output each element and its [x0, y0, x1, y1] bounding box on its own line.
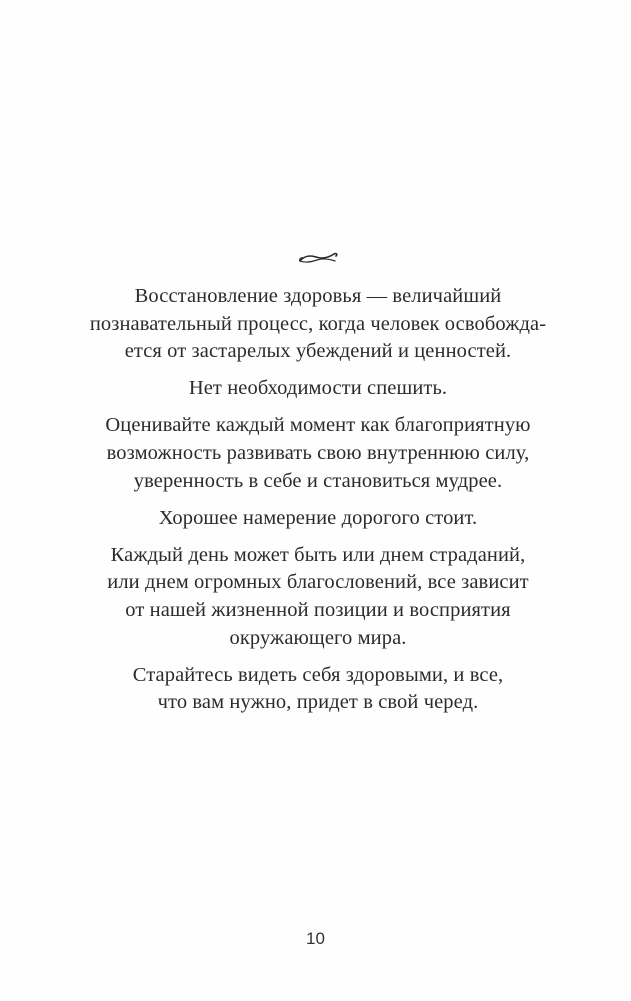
text-line: возможность развивать свою внутреннюю силу, — [106, 441, 530, 464]
text-line: уверенность в себе и становиться мудрее. — [133, 469, 503, 492]
text-line: от нашей жизненной позиции и восприятия — [125, 598, 511, 621]
paragraph-see-yourself-healthy — [60, 662, 576, 717]
paragraph-good-intention — [60, 505, 576, 533]
text-line: ется от застарелых убеждений и ценностей. — [124, 340, 512, 363]
text-line: Старайтесь видеть себя здоровыми, и все, — [132, 663, 504, 686]
paragraph-value-moment — [60, 412, 576, 495]
paragraph-no-hurry — [60, 375, 576, 403]
body-text — [60, 283, 576, 726]
paragraph-health-recovery — [60, 283, 576, 366]
paragraph-every-day — [60, 542, 576, 652]
text-line: Нет необходимости спешить. — [188, 377, 448, 400]
text-line: познавательный процесс, когда человек освобожда- — [89, 312, 547, 335]
page-number: 10 — [306, 929, 325, 948]
swash-ornament-icon — [296, 249, 340, 267]
text-line: или днем огромных благословений, все зависит — [107, 571, 529, 594]
text-line: окружающего мира. — [229, 626, 407, 649]
text-line: Каждый день может быть или днем страданий, — [110, 543, 526, 566]
text-line: что вам нужно, придет в свой черед. — [157, 691, 479, 714]
text-line: Оценивайте каждый момент как благоприятную — [105, 414, 531, 437]
text-line: Восстановление здоровья — величайший — [134, 285, 502, 307]
text-line: Хорошее намерение дорогого стоит. — [158, 506, 478, 529]
